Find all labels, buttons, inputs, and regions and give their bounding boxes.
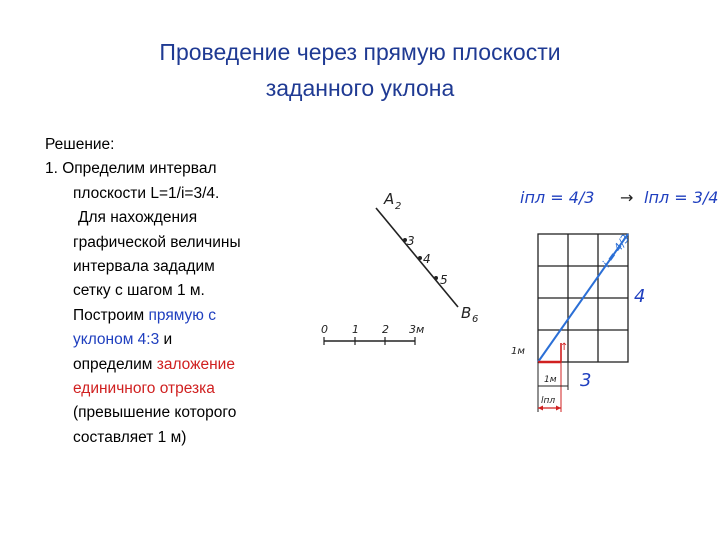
line-ab: [376, 208, 458, 307]
slope-ratio-text: уклоном 4:3: [73, 331, 160, 349]
paragraph-line-9: (превышение которого: [73, 404, 237, 422]
lpl-label: lпл: [541, 396, 556, 406]
paragraph-line-1: Для нахождения: [78, 209, 198, 227]
step-line-1: 1. Определим интервал: [45, 160, 217, 178]
grid-left-label: 1м: [511, 346, 525, 357]
mark-4: 4: [423, 252, 431, 266]
line-with-slope-text: прямую с: [148, 306, 216, 324]
paragraph-line-6: [45, 328, 295, 352]
solution-label: Решение:: [45, 136, 115, 153]
point-5-dot: [434, 276, 438, 280]
paragraph-line-4: сетку с шагом 1 м.: [73, 282, 205, 300]
unit-height-arrow: ↑: [560, 342, 569, 353]
grid-right-label: 4: [634, 286, 646, 307]
paragraph-line-5-text: Построим: [73, 306, 149, 324]
scale-3: 3м: [409, 323, 425, 336]
paragraph-line-7-text: определим: [73, 355, 157, 373]
solution-text: [45, 133, 295, 450]
figure-svg: [308, 150, 720, 440]
slide-title: [90, 34, 630, 106]
mark-5: 5: [440, 273, 448, 287]
point-a-label: A: [384, 190, 395, 208]
paragraph-line-7: [45, 353, 295, 377]
formula-right: lпл = 3/4: [644, 188, 719, 207]
horizontal-projection-text: заложение: [156, 355, 235, 373]
unit-label: 1м: [544, 375, 557, 385]
paragraph-line-10: составляет 1 м): [73, 428, 187, 446]
paragraph-line-6-text: и: [159, 331, 173, 349]
mark-3: 3: [407, 234, 415, 248]
scale-2: 2: [382, 323, 389, 336]
paragraph-line-3: интервала зададим: [73, 258, 215, 276]
grid-bottom-label: 3: [580, 370, 592, 391]
title-line-1: Проведение через прямую плоскости: [159, 39, 561, 65]
paragraph-line-5: [45, 304, 295, 328]
point-b-sub: 6: [472, 314, 479, 325]
title-line-2: заданного уклона: [265, 75, 455, 101]
step-line-2: плоскости L=1/i=3/4.: [73, 184, 220, 202]
formula-arrow: →: [620, 188, 634, 207]
construction-figure: [308, 150, 720, 440]
scale-0: 0: [321, 323, 328, 336]
diagonal-label: i = 4/3: [599, 232, 633, 270]
unit-segment-text: единичного отрезка: [73, 380, 215, 398]
formula-left: iпл = 4/3: [520, 188, 595, 207]
scale-1: 1: [352, 323, 359, 336]
point-b-label: B: [461, 304, 472, 322]
point-a-sub: 2: [395, 201, 402, 212]
paragraph-line-2: графической величины: [73, 233, 241, 251]
point-4-dot: [418, 256, 422, 260]
